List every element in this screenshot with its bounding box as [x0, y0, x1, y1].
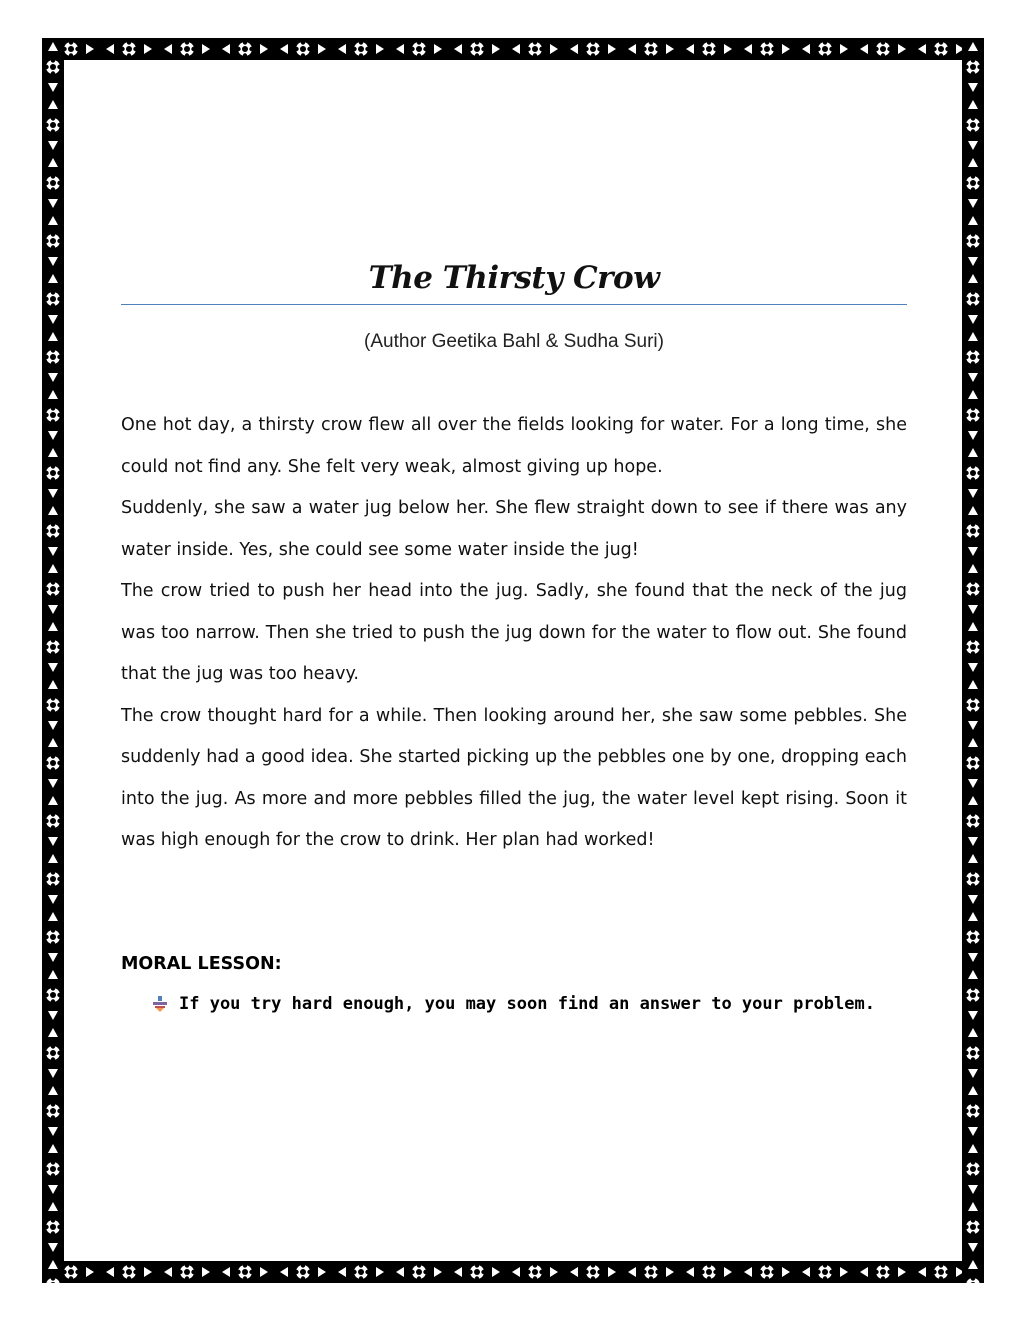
story-paragraph-3: The crow tried to push her head into the jug. Sadly, she found that the neck of the jug was too narrow. Then she tried to push the jug down for the water to flow out. She found that the jug was too heavy.: [121, 581, 907, 684]
story-text: [121, 405, 907, 862]
author-line: (Author Geetika Bahl & Sudha Suri): [364, 331, 664, 352]
decorative-border-bottom: [42, 1261, 984, 1283]
decorative-border-top: [42, 38, 984, 60]
story-paragraph-2: Suddenly, she saw a water jug below her. She flew straight down to see if there was any water inside. Yes, she could see some water inside the jug!: [121, 498, 907, 560]
document-body: [121, 260, 907, 1014]
story-paragraph-1: One hot day, a thirsty crow flew all over the fields looking for water. For a long time, she could not find any. She felt very weak, almost giving up hope.: [121, 415, 907, 477]
stacked-arrows-bullet-icon: [151, 995, 169, 1013]
moral-text: If you try hard enough, you may soon find an answer to your problem.: [179, 993, 875, 1014]
title-divider: [121, 304, 907, 305]
moral-heading: MORAL LESSON:: [121, 953, 282, 974]
decorative-border-left: [42, 38, 64, 1283]
document-title: The Thirsty Crow: [368, 260, 660, 296]
decorative-border-right: [962, 38, 984, 1283]
moral-list-item: [151, 994, 907, 1014]
story-paragraph-4: The crow thought hard for a while. Then looking around her, she saw some pebbles. She suddenly had a good idea. She started picking up the pebbles one by one, dropping each into the jug. As more and more pebbles filled the jug, the water level kept rising. Soon it was high enough for the crow to drink. Her plan had worked!: [121, 705, 907, 850]
